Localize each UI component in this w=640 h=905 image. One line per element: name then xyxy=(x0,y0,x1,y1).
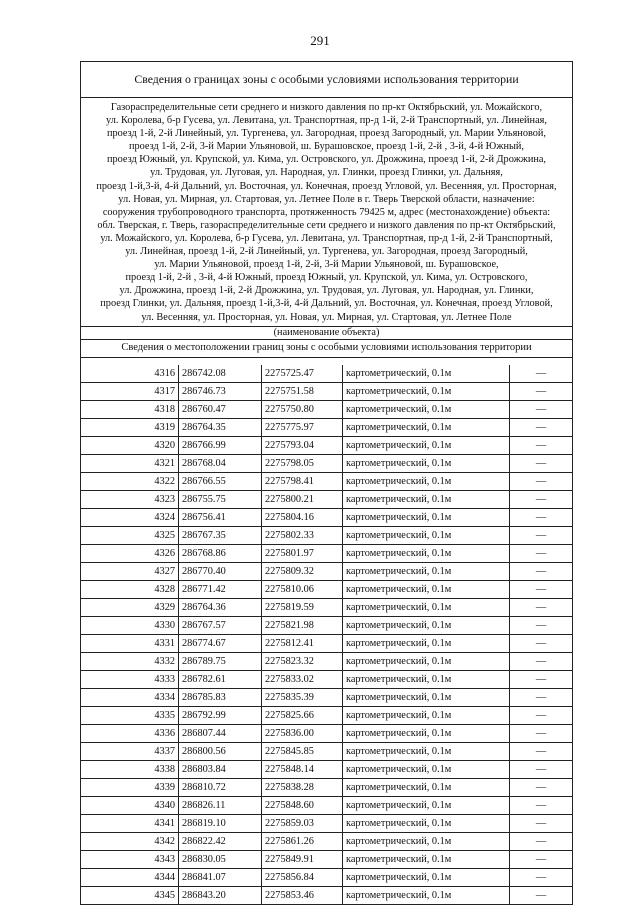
point-number-cell: 4344 xyxy=(81,868,179,886)
point-number-cell: 4336 xyxy=(81,724,179,742)
description-cell: — xyxy=(510,436,573,454)
x-coordinate-cell: 286755.75 xyxy=(179,490,262,508)
description-cell: — xyxy=(510,562,573,580)
table-row xyxy=(81,562,572,580)
description-cell: — xyxy=(510,850,573,868)
description-cell: — xyxy=(510,688,573,706)
y-coordinate-cell: 2275819.59 xyxy=(262,598,343,616)
table-row xyxy=(81,670,572,688)
x-coordinate-cell: 286766.55 xyxy=(179,472,262,490)
y-coordinate-cell: 2275838.28 xyxy=(262,778,343,796)
y-coordinate-cell: 2275809.32 xyxy=(262,562,343,580)
description-line: ул. Весенняя, ул. Просторная, ул. Новая, ул. Мирная, ул. Стартовая, ул. Летнее Поле xyxy=(141,311,512,323)
y-coordinate-cell: 2275823.32 xyxy=(262,652,343,670)
method-accuracy-cell: картометрический, 0.1м xyxy=(343,490,510,508)
table-row xyxy=(81,580,572,598)
description-line: Газораспределительные сети среднего и низкого давления по пр-кт Октябрьский, ул. Можайского, xyxy=(110,102,543,113)
table-row xyxy=(81,742,572,760)
point-number-cell: 4326 xyxy=(81,544,179,562)
y-coordinate-cell: 2275810.06 xyxy=(262,580,343,598)
y-coordinate-cell: 2275798.05 xyxy=(262,454,343,472)
description-cell: — xyxy=(510,706,573,724)
point-number-cell: 4338 xyxy=(81,760,179,778)
x-coordinate-cell: 286766.99 xyxy=(179,436,262,454)
description-cell: — xyxy=(510,724,573,742)
table-row xyxy=(81,796,572,814)
y-coordinate-cell: 2275825.66 xyxy=(262,706,343,724)
method-accuracy-cell: картометрический, 0.1м xyxy=(343,634,510,652)
point-number-cell: 4320 xyxy=(81,436,179,454)
method-accuracy-cell: картометрический, 0.1м xyxy=(343,526,510,544)
description-cell: — xyxy=(510,526,573,544)
y-coordinate-cell: 2275861.26 xyxy=(262,832,343,850)
point-number-cell: 4328 xyxy=(81,580,179,598)
description-cell: — xyxy=(510,814,573,832)
description-cell: — xyxy=(510,508,573,526)
description-cell: — xyxy=(510,652,573,670)
description-cell: — xyxy=(510,634,573,652)
y-coordinate-cell: 2275750.80 xyxy=(262,400,343,418)
point-number-cell: 4331 xyxy=(81,634,179,652)
method-accuracy-cell: картометрический, 0.1м xyxy=(343,418,510,436)
point-number-cell: 4340 xyxy=(81,796,179,814)
x-coordinate-cell: 286764.36 xyxy=(179,598,262,616)
method-accuracy-cell: картометрический, 0.1м xyxy=(343,868,510,886)
x-coordinate-cell: 286774.67 xyxy=(179,634,262,652)
description-cell: — xyxy=(510,472,573,490)
object-description xyxy=(81,98,572,327)
y-coordinate-cell: 2275859.03 xyxy=(262,814,343,832)
table-row xyxy=(81,526,572,544)
point-number-cell: 4324 xyxy=(81,508,179,526)
y-coordinate-cell: 2275812.41 xyxy=(262,634,343,652)
x-coordinate-cell: 286803.84 xyxy=(179,760,262,778)
x-coordinate-cell: 286746.73 xyxy=(179,382,262,400)
x-coordinate-cell: 286789.75 xyxy=(179,652,262,670)
table-row xyxy=(81,724,572,742)
y-coordinate-cell: 2275801.97 xyxy=(262,544,343,562)
description-line: ул. Новая, ул. Мирная, ул. Стартовая, ул. Летнее Поле в г. Тверь Тверской области, назначение: xyxy=(118,193,535,205)
description-line: проезд 1-й, 2-й , 3-й, 4-й Южный, проезд Южный, ул. Крупской, ул. Кима, ул. Островского, xyxy=(125,272,528,284)
table-row xyxy=(81,706,572,724)
location-heading: Сведения о местоположении границ зоны с особыми условиями использования территории xyxy=(81,340,572,358)
description-cell: — xyxy=(510,670,573,688)
y-coordinate-cell: 2275848.14 xyxy=(262,760,343,778)
point-number-cell: 4339 xyxy=(81,778,179,796)
page-number: 291 xyxy=(310,33,330,48)
table-row xyxy=(81,365,572,383)
table-row xyxy=(81,868,572,886)
x-coordinate-cell: 286819.10 xyxy=(179,814,262,832)
method-accuracy-cell: картометрический, 0.1м xyxy=(343,670,510,688)
y-coordinate-cell: 2275725.47 xyxy=(262,365,343,383)
point-number-cell: 4327 xyxy=(81,562,179,580)
method-accuracy-cell: картометрический, 0.1м xyxy=(343,472,510,490)
table-row xyxy=(81,490,572,508)
description-cell: — xyxy=(510,418,573,436)
x-coordinate-cell: 286822.42 xyxy=(179,832,262,850)
x-coordinate-cell: 286742.08 xyxy=(179,365,262,383)
method-accuracy-cell: картометрический, 0.1м xyxy=(343,562,510,580)
description-cell: — xyxy=(510,886,573,904)
x-coordinate-cell: 286760.47 xyxy=(179,400,262,418)
point-number-cell: 4318 xyxy=(81,400,179,418)
point-number-cell: 4329 xyxy=(81,598,179,616)
description-line: проезд 1-й, 2-й, 3-й Марии Ульяновой, ш. Бурашовское, проезд 1-й, 2-й , 3-й, 4-й Южный, xyxy=(128,141,524,153)
x-coordinate-cell: 286826.11 xyxy=(179,796,262,814)
point-number-cell: 4325 xyxy=(81,526,179,544)
method-accuracy-cell: картометрический, 0.1м xyxy=(343,508,510,526)
point-number-cell: 4341 xyxy=(81,814,179,832)
table-row xyxy=(81,382,572,400)
description-cell: — xyxy=(510,598,573,616)
description-line: проезд Глинки, ул. Дальняя, проезд 1-й,3-й, 4-й Дальний, ул. Восточная, ул. Конечная, проезд Угловой, xyxy=(100,298,553,310)
method-accuracy-cell: картометрический, 0.1м xyxy=(343,598,510,616)
table-row xyxy=(81,634,572,652)
table-row xyxy=(81,688,572,706)
y-coordinate-cell: 2275849.91 xyxy=(262,850,343,868)
description-cell: — xyxy=(510,382,573,400)
description-cell: — xyxy=(510,365,573,383)
y-coordinate-cell: 2275800.21 xyxy=(262,490,343,508)
method-accuracy-cell: картометрический, 0.1м xyxy=(343,688,510,706)
method-accuracy-cell: картометрический, 0.1м xyxy=(343,454,510,472)
y-coordinate-cell: 2275845.85 xyxy=(262,742,343,760)
description-line: обл. Тверская, г. Тверь, газораспределительные сети среднего и низкого давления по пр-кт Октябрьский, xyxy=(97,219,556,231)
x-coordinate-cell: 286792.99 xyxy=(179,706,262,724)
description-cell: — xyxy=(510,832,573,850)
method-accuracy-cell: картометрический, 0.1м xyxy=(343,796,510,814)
table-row xyxy=(81,400,572,418)
description-cell: — xyxy=(510,580,573,598)
method-accuracy-cell: картометрический, 0.1м xyxy=(343,886,510,904)
method-accuracy-cell: картометрический, 0.1м xyxy=(343,706,510,724)
x-coordinate-cell: 286756.41 xyxy=(179,508,262,526)
method-accuracy-cell: картометрический, 0.1м xyxy=(343,652,510,670)
header-spacer xyxy=(81,358,572,365)
x-coordinate-cell: 286807.44 xyxy=(179,724,262,742)
x-coordinate-cell: 286843.20 xyxy=(179,886,262,904)
table-row xyxy=(81,436,572,454)
method-accuracy-cell: картометрический, 0.1м xyxy=(343,436,510,454)
point-number-cell: 4322 xyxy=(81,472,179,490)
description-cell: — xyxy=(510,778,573,796)
description-line: проезд 1-й,3-й, 4-й Дальний, ул. Восточная, ул. Конечная, проезд Угловой, ул. Весенняя, ул. Просторная, xyxy=(96,180,557,192)
point-number-cell: 4334 xyxy=(81,688,179,706)
point-number-cell: 4316 xyxy=(81,365,179,383)
point-number-cell: 4319 xyxy=(81,418,179,436)
description-cell: — xyxy=(510,796,573,814)
table-row xyxy=(81,454,572,472)
description-cell: — xyxy=(510,868,573,886)
table-row xyxy=(81,778,572,796)
description-cell: — xyxy=(510,544,573,562)
coordinates-table xyxy=(81,365,572,904)
point-number-cell: 4335 xyxy=(81,706,179,724)
table-row xyxy=(81,760,572,778)
method-accuracy-cell: картометрический, 0.1м xyxy=(343,400,510,418)
point-number-cell: 4323 xyxy=(81,490,179,508)
y-coordinate-cell: 2275833.02 xyxy=(262,670,343,688)
x-coordinate-cell: 286764.35 xyxy=(179,418,262,436)
method-accuracy-cell: картометрический, 0.1м xyxy=(343,814,510,832)
method-accuracy-cell: картометрический, 0.1м xyxy=(343,724,510,742)
method-accuracy-cell: картометрический, 0.1м xyxy=(343,742,510,760)
x-coordinate-cell: 286771.42 xyxy=(179,580,262,598)
object-name-label: (наименование объекта) xyxy=(81,327,572,340)
table-row xyxy=(81,508,572,526)
table-row xyxy=(81,832,572,850)
y-coordinate-cell: 2275751.58 xyxy=(262,382,343,400)
y-coordinate-cell: 2275836.00 xyxy=(262,724,343,742)
table-row xyxy=(81,598,572,616)
description-cell: — xyxy=(510,400,573,418)
y-coordinate-cell: 2275821.98 xyxy=(262,616,343,634)
description-cell: — xyxy=(510,616,573,634)
x-coordinate-cell: 286782.61 xyxy=(179,670,262,688)
x-coordinate-cell: 286767.35 xyxy=(179,526,262,544)
x-coordinate-cell: 286785.83 xyxy=(179,688,262,706)
method-accuracy-cell: картометрический, 0.1м xyxy=(343,382,510,400)
y-coordinate-cell: 2275856.84 xyxy=(262,868,343,886)
method-accuracy-cell: картометрический, 0.1м xyxy=(343,850,510,868)
description-line: проезд 1-й, 2-й Линейный, ул. Тургенева, ул. Загородная, проезд Загородный, ул. Марии Ульяновой, xyxy=(107,128,546,140)
y-coordinate-cell: 2275798.41 xyxy=(262,472,343,490)
y-coordinate-cell: 2275804.16 xyxy=(262,508,343,526)
y-coordinate-cell: 2275802.33 xyxy=(262,526,343,544)
y-coordinate-cell: 2275853.46 xyxy=(262,886,343,904)
table-row xyxy=(81,472,572,490)
description-cell: — xyxy=(510,490,573,508)
table-row xyxy=(81,418,572,436)
description-line: проезд Южный, ул. Крупской, ул. Кима, ул. Островского, ул. Дрожжина, проезд 1-й, 2-й Дрожжина, xyxy=(106,154,546,166)
description-line: ул. Можайского, ул. Королева, б-р Гусева, ул. Левитана, ул. Транспортная, пр-д 1-й, 2-й Транспортный, xyxy=(100,232,553,244)
method-accuracy-cell: картометрический, 0.1м xyxy=(343,760,510,778)
point-number-cell: 4337 xyxy=(81,742,179,760)
x-coordinate-cell: 286768.04 xyxy=(179,454,262,472)
description-cell: — xyxy=(510,454,573,472)
description-line: ул. Марии Ульяновой, проезд 1-й, 2-й, 3-й Марии Ульяновой, ш. Бурашовское, xyxy=(154,259,499,271)
point-number-cell: 4333 xyxy=(81,670,179,688)
description-cell: — xyxy=(510,760,573,778)
x-coordinate-cell: 286800.56 xyxy=(179,742,262,760)
x-coordinate-cell: 286810.72 xyxy=(179,778,262,796)
point-number-cell: 4321 xyxy=(81,454,179,472)
method-accuracy-cell: картометрический, 0.1м xyxy=(343,832,510,850)
zone-boundaries-document xyxy=(80,61,573,905)
point-number-cell: 4330 xyxy=(81,616,179,634)
table-row xyxy=(81,850,572,868)
method-accuracy-cell: картометрический, 0.1м xyxy=(343,778,510,796)
point-number-cell: 4317 xyxy=(81,382,179,400)
y-coordinate-cell: 2275848.60 xyxy=(262,796,343,814)
description-line: ул. Дрожжина, проезд 1-й, 2-й Дрожжина, ул. Трудовая, ул. Луговая, ул. Народная, ул. Глинки, xyxy=(119,285,534,297)
table-row xyxy=(81,544,572,562)
method-accuracy-cell: картометрический, 0.1м xyxy=(343,365,510,383)
method-accuracy-cell: картометрический, 0.1м xyxy=(343,544,510,562)
x-coordinate-cell: 286841.07 xyxy=(179,868,262,886)
y-coordinate-cell: 2275835.39 xyxy=(262,688,343,706)
x-coordinate-cell: 286830.05 xyxy=(179,850,262,868)
table-row xyxy=(81,652,572,670)
description-line: ул. Королева, б-р Гусева, ул. Левитана, ул. Транспортная, пр-д 1-й, 2-й Транспортный, ул. Линейная, xyxy=(106,115,547,127)
point-number-cell: 4332 xyxy=(81,652,179,670)
table-row xyxy=(81,886,572,904)
description-line: сооружения трубопроводного транспорта, протяженность 79425 м, адрес (местонахождение) объекта: xyxy=(102,206,551,218)
description-line: ул. Линейная, проезд 1-й, 2-й Линейный, ул. Тургенева, ул. Загородная, проезд Загородный, xyxy=(125,246,528,258)
description-line: ул. Трудовая, ул. Луговая, ул. Народная, ул. Глинки, проезд Глинки, ул. Дальняя, xyxy=(150,167,503,179)
method-accuracy-cell: картометрический, 0.1м xyxy=(343,580,510,598)
point-number-cell: 4343 xyxy=(81,850,179,868)
point-number-cell: 4342 xyxy=(81,832,179,850)
x-coordinate-cell: 286770.40 xyxy=(179,562,262,580)
table-row xyxy=(81,814,572,832)
description-cell: — xyxy=(510,742,573,760)
x-coordinate-cell: 286767.57 xyxy=(179,616,262,634)
y-coordinate-cell: 2275793.04 xyxy=(262,436,343,454)
method-accuracy-cell: картометрический, 0.1м xyxy=(343,616,510,634)
table-row xyxy=(81,616,572,634)
y-coordinate-cell: 2275775.97 xyxy=(262,418,343,436)
point-number-cell: 4345 xyxy=(81,886,179,904)
document-title: Сведения о границах зоны с особыми условиями использования территории xyxy=(81,62,572,98)
x-coordinate-cell: 286768.86 xyxy=(179,544,262,562)
